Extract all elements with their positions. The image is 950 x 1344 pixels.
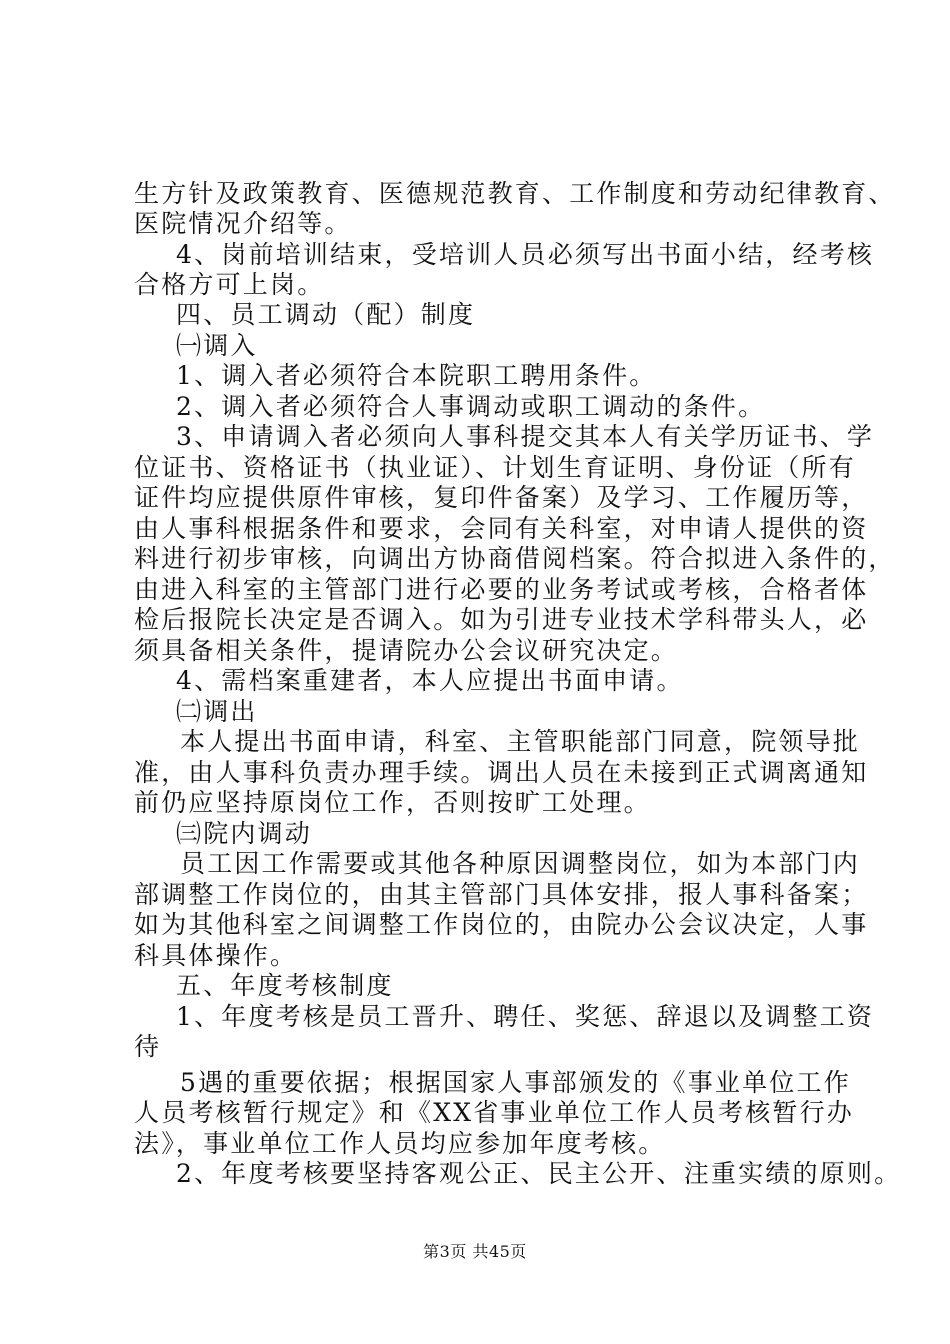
text-line: 生方针及政策教育、医德规范教育、工作制度和劳动纪律教育、: [134, 179, 896, 208]
text-line: 1、年度考核是员工晋升、聘任、奖惩、辞退以及调整工资: [176, 1002, 875, 1031]
text-line: 人员考核暂行规定》和《XX省事业单位工作人员考核暂行办: [134, 1098, 854, 1127]
text-line: 须具备相关条件，提请院办公会议研究决定。: [134, 636, 679, 665]
text-line: 5遇的重要依据；根据国家人事部颁发的《事业单位工作: [180, 1068, 851, 1097]
text-line: 料进行初步审核，向调出方协商借阅档案。符合拟进入条件的，: [134, 544, 896, 573]
text-line: 科具体操作。: [134, 941, 298, 970]
text-line: 3、申请调入者必须向人事科提交其本人有关学历证书、学: [176, 422, 875, 451]
text-line: 合格方可上岗。: [134, 270, 325, 299]
page-footer: 第3页 共45页: [423, 1242, 527, 1261]
text-line: 1、调入者必须符合本院职工聘用条件。: [176, 361, 657, 390]
text-line: 检后报院长决定是否调入。如为引进专业技术学科带头人，必: [134, 605, 869, 634]
text-line: 如为其他科室之间调整工作岗位的，由院办公会议决定，人事: [134, 910, 869, 939]
text-line: 证件均应提供原件审核，复印件备案）及学习、工作履历等，: [134, 483, 869, 512]
text-line: 位证书、资格证书（执业证）、计划生育证明、身份证（所有: [134, 453, 856, 482]
text-line: 法》，事业单位工作人员均应参加年度考核。: [134, 1129, 666, 1158]
subsection-heading: ㈡调出: [176, 697, 258, 726]
text-line: 2、年度考核要坚持客观公正、民主公开、注重实绩的原则。: [176, 1159, 902, 1188]
subsection-heading: ㈢院内调动: [176, 819, 313, 848]
text-line: 由进入科室的主管部门进行必要的业务考试或考核，合格者体: [134, 575, 869, 604]
section-heading: 五、年度考核制度: [176, 971, 394, 1000]
text-line: 由人事科根据条件和要求，会同有关科室，对申请人提供的资: [134, 514, 869, 543]
text-line: 部调整工作岗位的，由其主管部门具体安排，报人事科备案；: [134, 880, 869, 909]
text-line: 前仍应坚持原岗位工作，否则按旷工处理。: [134, 788, 651, 817]
text-line: 医院情况介绍等。: [134, 209, 352, 238]
text-line: 待: [134, 1032, 162, 1061]
text-line: 准，由人事科负责办理手续。调出人员在未接到正式调离通知: [134, 758, 869, 787]
text-line: 4、岗前培训结束，受培训人员必须写出书面小结，经考核: [176, 240, 875, 269]
text-line: 4、需档案重建者，本人应提出书面申请。: [176, 666, 684, 695]
text-line: 员工因工作需要或其他各种原因调整岗位，如为本部门内: [180, 849, 861, 878]
text-line: 2、调入者必须符合人事调动或职工调动的条件。: [176, 392, 766, 421]
section-heading: 四、员工调动（配）制度: [176, 300, 476, 329]
subsection-heading: ㈠调入: [176, 331, 258, 360]
text-line: 本人提出书面申请，科室、主管职能部门同意，院领导批: [180, 727, 861, 756]
